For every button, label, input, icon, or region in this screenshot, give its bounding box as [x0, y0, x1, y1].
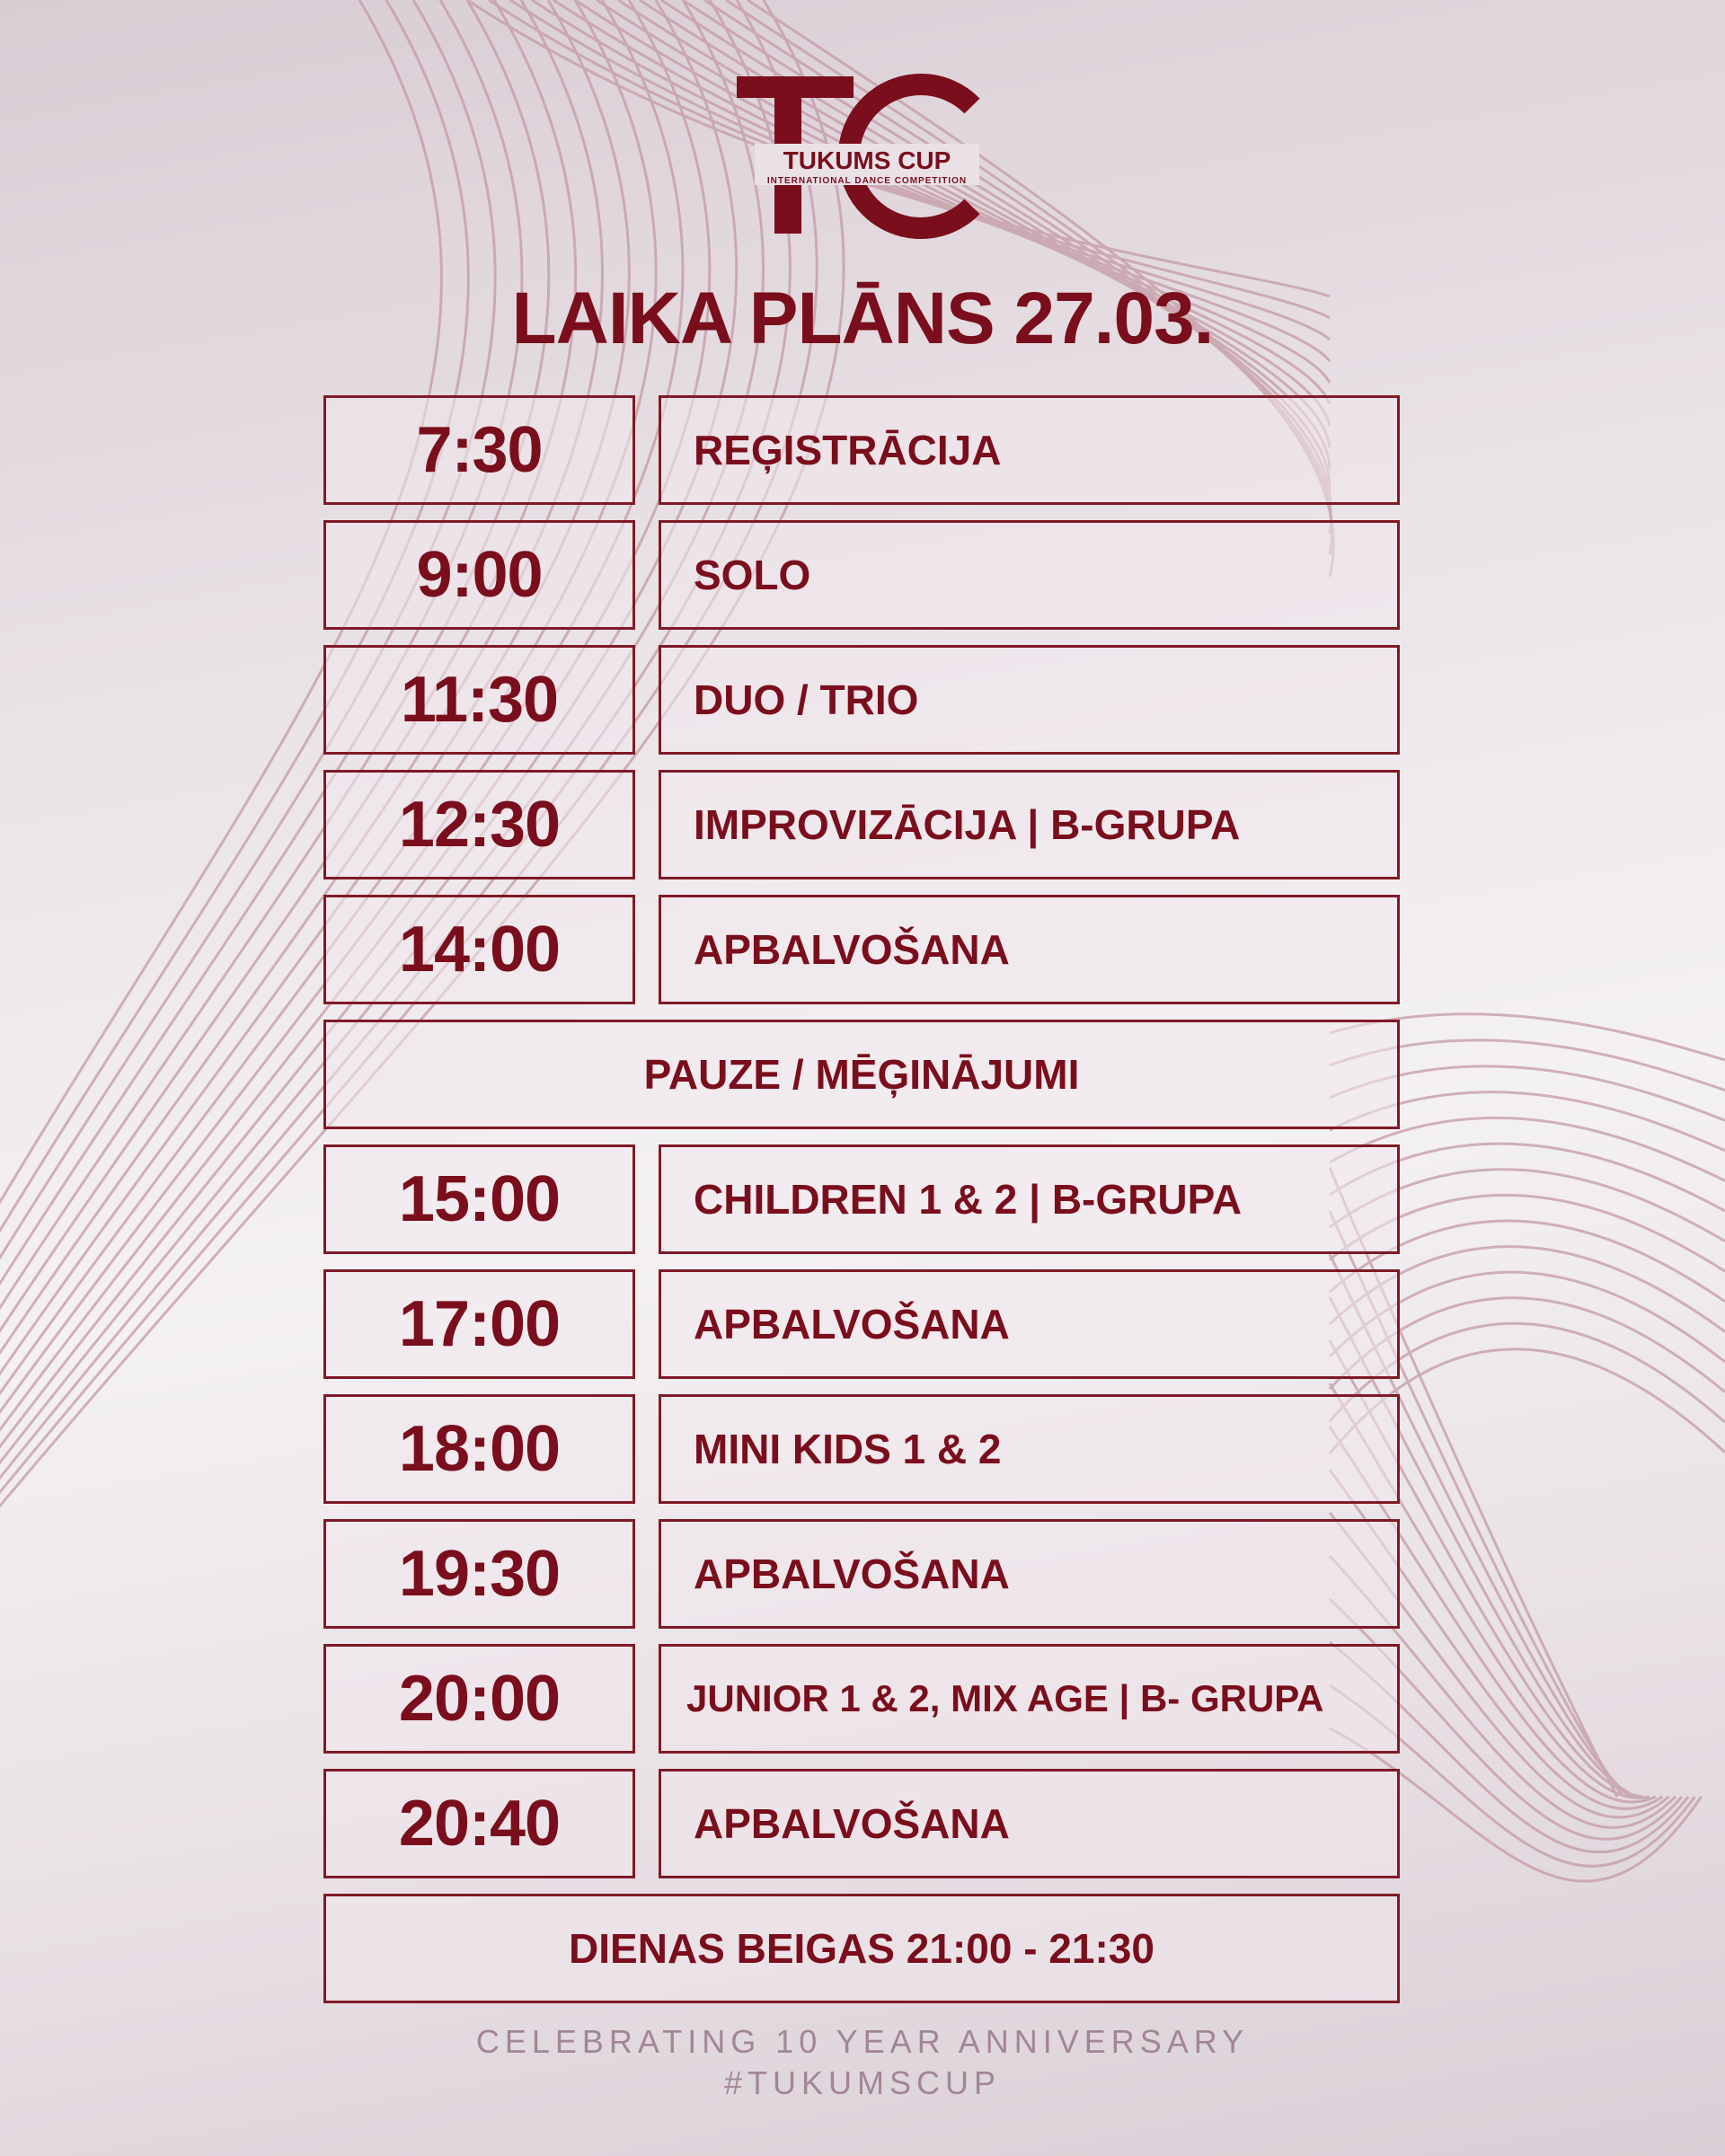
schedule-event: APBALVOŠANA	[659, 895, 1400, 1004]
schedule-event: APBALVOŠANA	[659, 1769, 1400, 1878]
schedule-event: MINI KIDS 1 & 2	[659, 1394, 1400, 1504]
schedule-time: 11:30	[323, 645, 635, 755]
schedule-time: 20:00	[323, 1644, 635, 1754]
schedule-time: 20:40	[323, 1769, 635, 1878]
schedule-event: REĢISTRĀCIJA	[659, 395, 1400, 505]
schedule-event: DUO / TRIO	[659, 645, 1400, 755]
logo-name: TUKUMS CUP	[783, 146, 951, 174]
schedule-time: 19:30	[323, 1519, 635, 1629]
tukums-cup-logo	[0, 72, 1725, 247]
schedule-time: 17:00	[323, 1269, 635, 1379]
schedule-event: JUNIOR 1 & 2, MIX AGE | B- GRUPA	[659, 1644, 1400, 1754]
schedule-time: 12:30	[323, 770, 635, 879]
schedule-time: 7:30	[323, 395, 635, 505]
schedule-event: SOLO	[659, 520, 1400, 630]
schedule-event: APBALVOŠANA	[659, 1269, 1400, 1379]
schedule-time: 18:00	[323, 1394, 635, 1504]
schedule-event: CHILDREN 1 & 2 | B-GRUPA	[659, 1144, 1400, 1254]
schedule-time: 15:00	[323, 1144, 635, 1254]
schedule-time: 9:00	[323, 520, 635, 630]
schedule-event: IMPROVIZĀCIJA | B-GRUPA	[659, 770, 1400, 879]
page-title: LAIKA PLĀNS 27.03.	[511, 278, 1214, 359]
schedule-event: APBALVOŠANA	[659, 1519, 1400, 1629]
logo-tagline: INTERNATIONAL DANCE COMPETITION	[766, 176, 968, 186]
footer-hashtag: #TUKUMSCUP	[723, 2064, 1002, 2101]
schedule-full-row: PAUZE / MĒĢINĀJUMI	[323, 1020, 1400, 1129]
footer-anniversary: CELEBRATING 10 YEAR ANNIVERSARY	[475, 2023, 1250, 2060]
schedule-full-row: DIENAS BEIGAS 21:00 - 21:30	[323, 1894, 1400, 2003]
schedule-time: 14:00	[323, 895, 635, 1004]
